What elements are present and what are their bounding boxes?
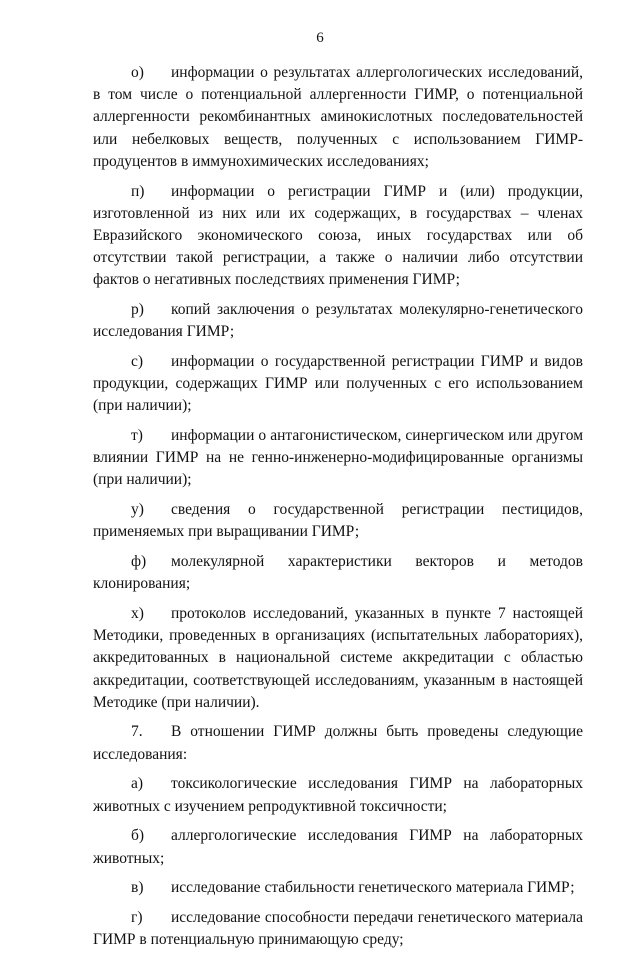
list-item bbox=[93, 877, 583, 899]
list-item bbox=[93, 603, 583, 714]
item-text: информации о регистрации ГИМР и (или) продукции, изготовленной из них или их содержащих, в государствах – членах Евразийского экономического союза, иных государствах или об отсутствии такой регистрации, а также о наличии либо отсутствии фактов о негативных последствиях применения ГИМР; bbox=[93, 182, 583, 289]
item-text: исследование стабильности генетического материала ГИМР; bbox=[171, 879, 575, 897]
item-text: копий заключения о результатах молекулярно-генетического исследования ГИМР; bbox=[93, 301, 583, 341]
item-marker: б) bbox=[131, 827, 145, 845]
item-text: токсикологические исследования ГИМР на лабораторных животных с изучением репродуктивной токсичности; bbox=[93, 775, 583, 815]
list-item bbox=[93, 773, 583, 817]
item-text: информации о результатах аллергологических исследований, в том числе о потенциальной аллергенности ГИМР, о потенциальной аллергенности рекомбинантных аминокислотных последовательностей или небелковых веществ, полученных с использованием ГИМР-продуцентов в иммунохимических исследованиях; bbox=[93, 64, 583, 170]
item-text: аллергологические исследования ГИМР на лабораторных животных; bbox=[93, 827, 583, 867]
item-marker: п) bbox=[131, 182, 145, 200]
item-marker: г) bbox=[131, 908, 143, 926]
list-item bbox=[93, 425, 583, 492]
list-item bbox=[93, 551, 583, 595]
section-item bbox=[93, 721, 583, 765]
item-marker: у) bbox=[131, 501, 144, 519]
item-marker: а) bbox=[131, 775, 144, 793]
document-body bbox=[93, 62, 583, 959]
item-text: сведения о государственной регистрации пестицидов, применяемых при выращивании ГИМР; bbox=[93, 501, 583, 541]
list-item bbox=[93, 299, 583, 343]
item-text: протоколов исследований, указанных в пункте 7 настоящей Методики, проведенных в организациях (испытательных лабораториях), аккредитованных в национальной системе аккредитации с областью аккредитации, соответствующей исследованиям, указанным в настоящей Методике (при наличии). bbox=[93, 604, 583, 711]
item-text: исследование способности передачи генетического материала ГИМР в потенциальную принимающую среду; bbox=[93, 908, 583, 949]
item-marker: ф) bbox=[131, 553, 147, 571]
list-item bbox=[93, 351, 583, 418]
item-marker: т) bbox=[131, 427, 143, 445]
item-marker: р) bbox=[131, 301, 144, 319]
item-marker: с) bbox=[131, 352, 144, 370]
item-text: информации о антагонистическом, синергическом или другом влиянии ГИМР на не генно-инженерно-модифицированные организмы (при наличии); bbox=[93, 427, 583, 489]
item-marker: в) bbox=[131, 879, 144, 897]
list-item bbox=[93, 181, 583, 292]
item-text: молекулярной характеристики векторов и методов клонирования; bbox=[93, 553, 583, 593]
section-text: В отношении ГИМР должны быть проведены следующие исследования: bbox=[93, 723, 583, 763]
list-item bbox=[93, 62, 583, 173]
item-marker: о) bbox=[131, 64, 144, 81]
list-item bbox=[93, 907, 583, 951]
page-number: 6 bbox=[316, 30, 324, 46]
list-item bbox=[93, 499, 583, 543]
section-number: 7. bbox=[131, 723, 143, 741]
list-item bbox=[93, 825, 583, 869]
item-text: информации о государственной регистрации ГИМР и видов продукции, содержащих ГИМР или полученных с его использованием (при наличии); bbox=[93, 352, 583, 415]
item-marker: х) bbox=[131, 604, 144, 622]
